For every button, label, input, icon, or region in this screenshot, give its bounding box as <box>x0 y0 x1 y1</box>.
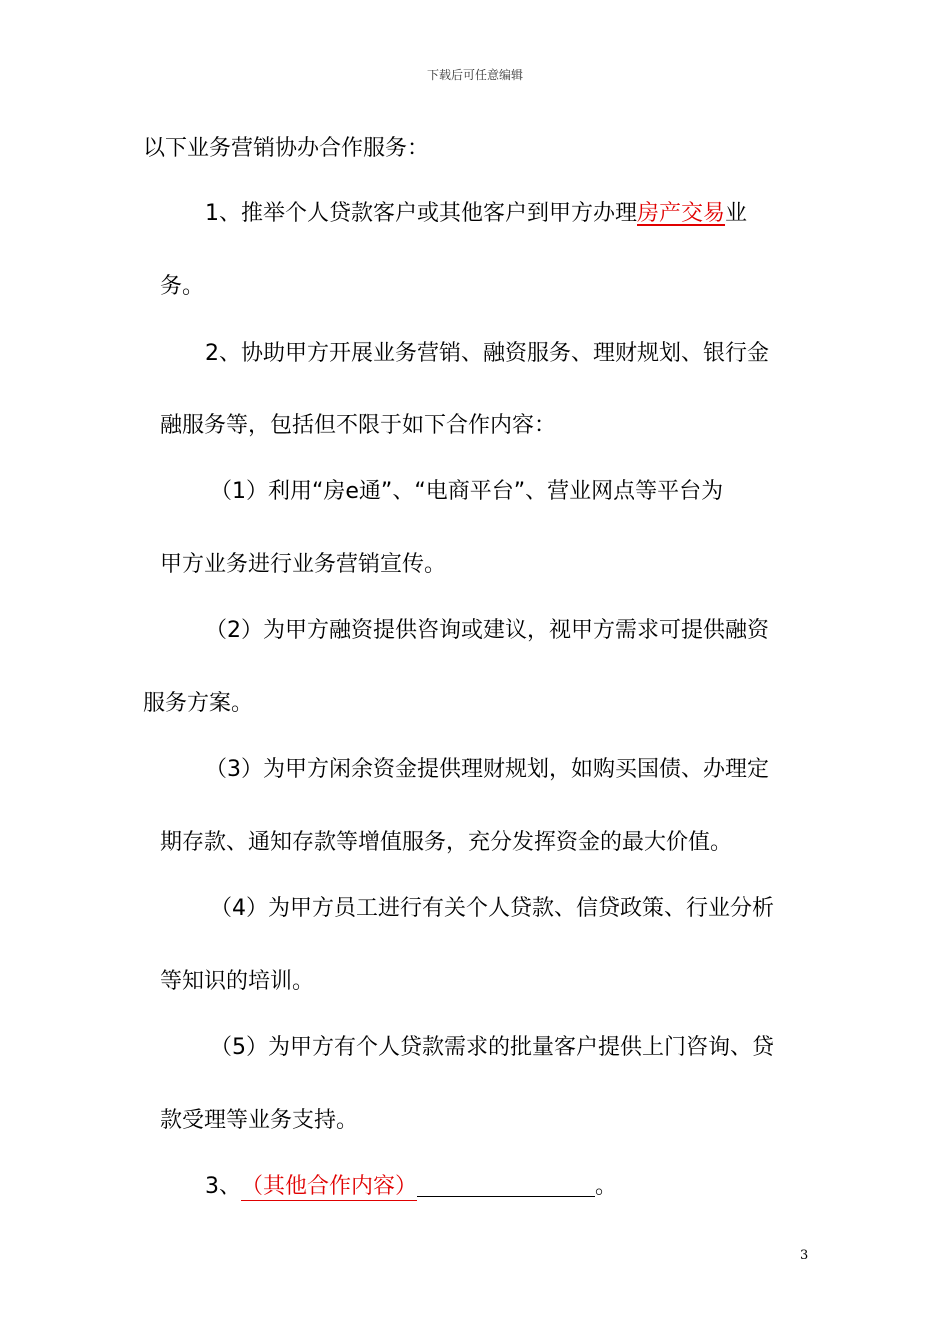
item-3-line <box>205 1172 617 1202</box>
paragraph-intro: 以下业务营销协办合作服务： <box>143 136 430 161</box>
item-1-line-2: 务。 <box>160 274 205 299</box>
item-2-line-2: 融服务等，包括但不限于如下合作内容： <box>160 413 557 438</box>
item-1-highlight: 房产交易 <box>637 201 726 226</box>
sub-item-4-line-2: 等知识的培训。 <box>160 969 315 994</box>
sub-item-5-line-2: 款受理等业务支持。 <box>160 1108 359 1133</box>
item-2-line-1: 2、协助甲方开展业务营销、融资服务、理财规划、银行金 <box>205 341 769 366</box>
item-1-tail: 业 <box>725 201 748 226</box>
sub-item-5-line-1: （5）为甲方有个人贷款需求的批量客户提供上门咨询、贷 <box>210 1035 774 1060</box>
item-3-tail: 。 <box>595 1174 618 1199</box>
item-1-text: 1、推举个人贷款客户或其他客户到甲方办理 <box>205 201 637 226</box>
page-header: 下载后可任意编辑 <box>426 68 523 82</box>
item-3-placeholder: （其他合作内容） <box>241 1174 418 1199</box>
sub-item-2-line-2: 服务方案。 <box>143 691 254 716</box>
sub-item-3-line-1: （3）为甲方闲余资金提供理财规划，如购买国债、办理定 <box>205 757 769 782</box>
sub-item-3-line-2: 期存款、通知存款等增值服务，充分发挥资金的最大价值。 <box>160 830 733 855</box>
sub-item-1-line-1: （1）利用“房e通”、“电商平台”、营业网点等平台为 <box>210 479 724 504</box>
sub-item-1-line-2: 甲方业务进行业务营销宣传。 <box>160 552 447 577</box>
page-number: 3 <box>800 1248 809 1263</box>
item-3-blank <box>417 1174 595 1197</box>
item-3-number: 3、 <box>205 1174 241 1199</box>
sub-item-4-line-1: （4）为甲方员工进行有关个人贷款、信贷政策、行业分析 <box>210 896 774 921</box>
sub-item-2-line-1: （2）为甲方融资提供咨询或建议，视甲方需求可提供融资 <box>205 618 769 643</box>
item-1-line-1 <box>205 199 747 229</box>
